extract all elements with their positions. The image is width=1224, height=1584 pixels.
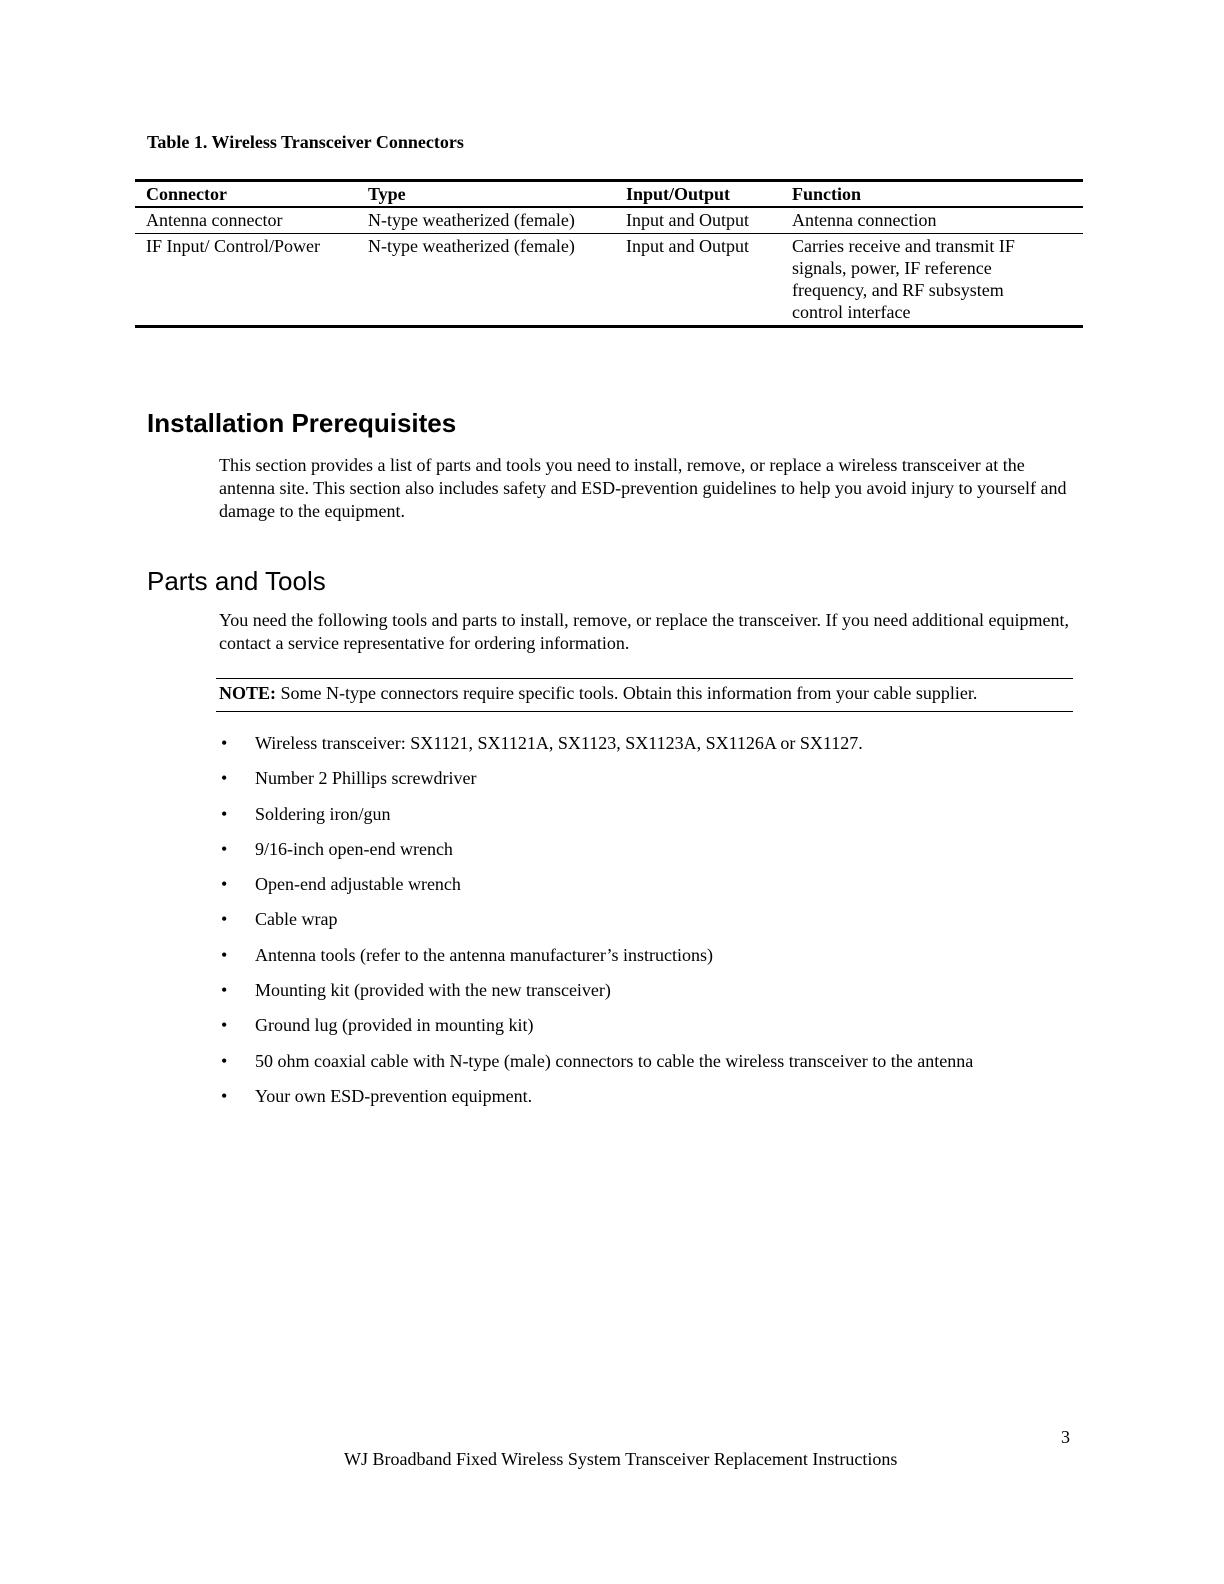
- footer-title: WJ Broadband Fixed Wireless System Transceiver Replacement Instructions: [344, 1449, 898, 1469]
- bullet-icon: •: [221, 838, 228, 859]
- list-item: [219, 766, 973, 801]
- list-item-text: 50 ohm coaxial cable with N-type (male) connectors to cable the wireless transceiver to the antenna: [255, 1050, 974, 1071]
- list-item: [219, 1013, 973, 1048]
- table-cell: Input and Output: [615, 234, 781, 327]
- bullet-icon: •: [221, 768, 228, 789]
- list-item-text: Your own ESD-prevention equipment.: [255, 1085, 533, 1106]
- note-box: [216, 678, 1073, 712]
- list-item-text: Cable wrap: [255, 909, 338, 930]
- parts-paragraph: You need the following tools and parts to install, remove, or replace the transceiver. If you need additional equipment, contact a service representative for ordering information.: [219, 610, 1069, 653]
- column-header: Function: [781, 181, 1083, 208]
- bullet-icon: •: [221, 1050, 228, 1071]
- table-header-row: [135, 181, 1083, 208]
- list-item: [219, 872, 973, 907]
- list-item: [219, 1084, 973, 1119]
- table-row: [135, 234, 1083, 327]
- installation-paragraph: This section provides a list of parts and tools you need to install, remove, or replace a wireless transceiver at the antenna site. This section also includes safety and ESD-prevention guidelines to help you avoid injury to yourself and damage to the equipment.: [219, 455, 1067, 521]
- table-caption: Table 1. Wireless Transceiver Connectors: [147, 132, 464, 152]
- page-number: 3: [1061, 1427, 1070, 1447]
- note-text: Some N-type connectors require specific tools. Obtain this information from your cable supplier.: [276, 683, 978, 703]
- parts-heading: Parts and Tools: [147, 566, 326, 596]
- list-item: [219, 731, 973, 766]
- installation-heading: Installation Prerequisites: [147, 408, 457, 438]
- connectors-table: [135, 179, 1083, 328]
- bullet-icon: •: [221, 803, 228, 824]
- list-item: [219, 978, 973, 1013]
- list-item-text: 9/16-inch open-end wrench: [255, 838, 453, 859]
- bullet-icon: •: [221, 980, 228, 1001]
- table-cell: N-type weatherized (female): [357, 234, 615, 327]
- list-item: [219, 907, 973, 942]
- tools-list: [219, 731, 973, 1119]
- list-item-text: Wireless transceiver: SX1121, SX1121A, SX1123, SX1123A, SX1126A or SX1127.: [255, 733, 863, 753]
- column-header: Type: [357, 181, 615, 208]
- table-cell: N-type weatherized (female): [357, 207, 615, 234]
- bullet-icon: •: [221, 874, 228, 895]
- list-item: [219, 837, 973, 872]
- list-item-text: Ground lug (provided in mounting kit): [255, 1015, 534, 1036]
- bullet-icon: •: [221, 944, 228, 965]
- list-item: [219, 802, 973, 837]
- table-cell: Antenna connection: [781, 207, 1083, 234]
- bullet-icon: •: [221, 1015, 228, 1036]
- table-cell: IF Input/ Control/Power: [135, 234, 357, 327]
- table-row: [135, 207, 1083, 234]
- bullet-icon: •: [221, 909, 228, 930]
- bullet-icon: •: [221, 733, 228, 753]
- list-item-text: Open-end adjustable wrench: [255, 874, 461, 895]
- list-item-text: Soldering iron/gun: [255, 803, 391, 824]
- bullet-icon: •: [221, 1085, 228, 1106]
- list-item: [219, 1049, 973, 1084]
- column-header: Input/Output: [615, 181, 781, 208]
- table-cell: Input and Output: [615, 207, 781, 234]
- list-item-text: Number 2 Phillips screwdriver: [255, 768, 477, 789]
- column-header: Connector: [135, 181, 357, 208]
- list-item: [219, 943, 973, 978]
- table-cell: Carries receive and transmit IF signals, power, IF reference frequency, and RF subsystem control interface: [781, 234, 1083, 327]
- list-item-text: Antenna tools (refer to the antenna manufacturer’s instructions): [255, 944, 714, 965]
- list-item-text: Mounting kit (provided with the new transceiver): [255, 980, 611, 1001]
- table-cell: Antenna connector: [135, 207, 357, 234]
- note-label: NOTE:: [219, 683, 277, 703]
